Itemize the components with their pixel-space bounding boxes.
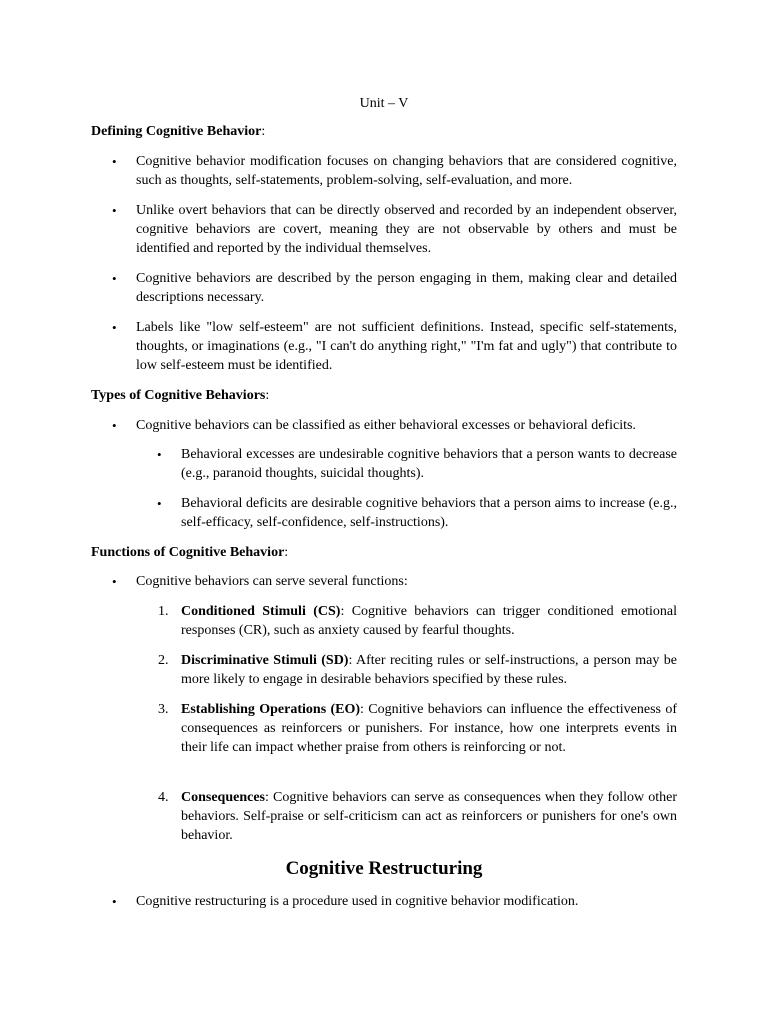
section-heading-types-text: Types of Cognitive Behaviors <box>91 388 266 403</box>
numbered-item-term: Consequences <box>181 790 266 805</box>
list-item <box>136 416 677 435</box>
list-item <box>136 201 677 259</box>
numbered-item-body <box>181 602 677 640</box>
section-heading-defining <box>91 122 265 141</box>
numbered-item-text: : Cognitive behaviors can influence the effectiveness of consequences as reinforcers or punishers. For instance, how one interprets events in their life can impact whether praise from others is reinforcing or not. <box>181 702 677 756</box>
bullet-dot: • <box>112 271 117 286</box>
numbered-item <box>181 602 677 640</box>
section-heading-functions <box>91 543 288 562</box>
section-heading-types <box>91 386 269 405</box>
list-item-text: Cognitive behaviors are described by the person engaging in them, making clear and detailed descriptions necessary. <box>136 271 677 306</box>
unit-title: Unit – V <box>359 96 409 111</box>
bullet-dot: • <box>112 320 117 335</box>
list-item-text: Unlike overt behaviors that can be directly observed and recorded by an independent observer, cognitive behaviors are covert, meaning they are not observable by others and must be identified and reported by the individual themselves. <box>136 203 677 257</box>
numbered-item <box>181 651 677 689</box>
sub-bullet-dot: • <box>157 447 162 462</box>
numbered-item-text: : Cognitive behaviors can serve as consequences when they follow other behaviors. Self-praise or self-criticism can act as reinforcers or punishers for one's own behavior. <box>181 790 677 844</box>
numbered-item-term: Establishing Operations (EO) <box>181 702 361 717</box>
numbered-item-text: : After reciting rules or self-instructions, a person may be more likely to engage in desirable behaviors specified by these rules. <box>181 653 678 688</box>
heading-colon: : <box>261 124 266 139</box>
list-number: 4. <box>158 790 169 805</box>
list-item <box>136 572 677 591</box>
bullet-dot: • <box>112 574 117 589</box>
bullet-dot: • <box>112 203 117 218</box>
numbered-item <box>181 700 677 758</box>
sub-bullet-dot: • <box>157 496 162 511</box>
list-number: 2. <box>158 653 169 668</box>
sub-list-item <box>181 494 677 532</box>
sub-list-item-text: Behavioral excesses are undesirable cognitive behaviors that a person wants to decrease (e.g., paranoid thoughts, suicidal thoughts). <box>181 447 677 482</box>
numbered-item-term: Discriminative Stimuli (SD) <box>181 653 349 668</box>
sub-list-item <box>181 445 677 483</box>
bullet-dot: • <box>112 418 117 433</box>
list-item-text: Cognitive behaviors can be classified as either behavioral excesses or behavioral deficits. <box>136 418 636 433</box>
list-item <box>136 318 677 376</box>
list-number: 1. <box>158 604 169 619</box>
numbered-item <box>181 788 677 846</box>
heading-colon: : <box>265 388 270 403</box>
heading-colon: : <box>284 545 289 560</box>
list-item-text: Cognitive behaviors can serve several functions: <box>136 574 408 589</box>
section-heading-functions-text: Functions of Cognitive Behavior <box>91 545 285 560</box>
list-item-text: Cognitive restructuring is a procedure used in cognitive behavior modification. <box>136 894 579 909</box>
numbered-item-term: Conditioned Stimuli (CS) <box>181 604 341 619</box>
numbered-item-text: : Cognitive behaviors can trigger conditioned emotional responses (CR), such as anxiety caused by fearful thoughts. <box>181 604 677 639</box>
numbered-item-body <box>181 651 677 689</box>
bullet-dot: • <box>112 894 117 909</box>
numbered-item-body <box>181 788 677 846</box>
numbered-item-body <box>181 700 677 758</box>
section-heading-defining-text: Defining Cognitive Behavior <box>91 124 262 139</box>
list-item <box>136 269 677 307</box>
list-item-text: Cognitive behavior modification focuses on changing behaviors that are considered cognitive, such as thoughts, self-statements, problem-solving, self-evaluation, and more. <box>136 154 677 189</box>
list-number: 3. <box>158 702 169 717</box>
sub-list-item-text: Behavioral deficits are desirable cognitive behaviors that a person aims to increase (e.g., self-efficacy, self-confidence, self-instructions). <box>181 496 677 531</box>
list-item <box>136 892 677 911</box>
list-item <box>136 152 677 190</box>
list-item-text: Labels like "low self-esteem" are not sufficient definitions. Instead, specific self-statements, thoughts, or imaginations (e.g., "I can't do anything right," "I'm fat and ugly") that contribute to low self-esteem must be identified. <box>136 320 677 374</box>
bullet-dot: • <box>112 154 117 169</box>
section-title-restructuring: Cognitive Restructuring <box>285 858 483 879</box>
